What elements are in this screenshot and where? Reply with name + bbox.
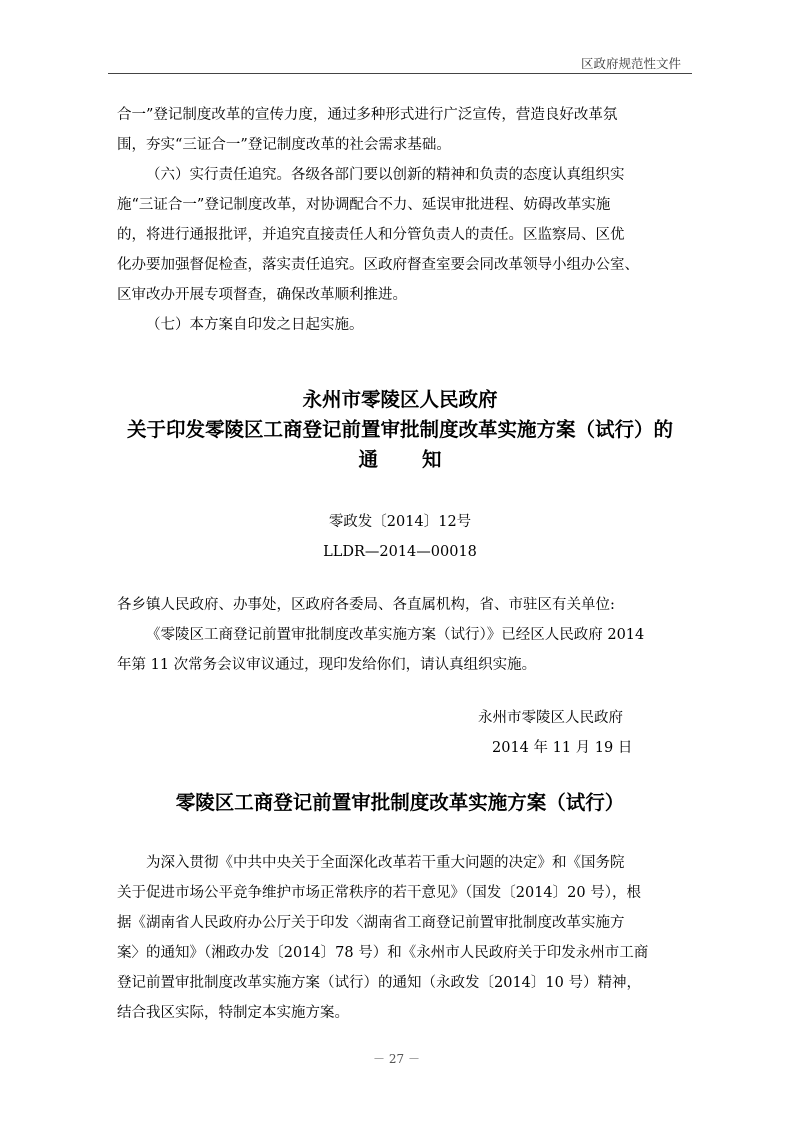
registration-code: LLDR—2014—00018 — [323, 544, 477, 560]
signature-block — [450, 703, 690, 763]
text-line: 区审改办开展专项督查，确保改革顺利推进。 — [117, 287, 407, 303]
text-line: 年第 11 次常务会议审议通过，现印发给你们，请认真组织实施。 — [117, 657, 537, 673]
notice-recipients — [117, 590, 687, 620]
notice-title-line: 永州市零陵区人民政府 — [302, 388, 498, 411]
text-line: 为深入贯彻《中共中央关于全面深化改革若干重大问题的决定》和《国务院 — [146, 855, 625, 871]
notice-title-line: 关于印发零陵区工商登记前置审批制度改革实施方案（试行）的 — [126, 418, 673, 441]
text-line: 围，夯实“三证合一”登记制度改革的社会需求基础。 — [117, 137, 451, 153]
text-line: 登记前置审批制度改革实施方案（试行）的通知（永政发〔2014〕10 号）精神， — [117, 975, 641, 991]
text-line: 各乡镇人民政府、办事处，区政府各委局、各直属机构，省、市驻区有关单位: — [117, 597, 615, 613]
signature-date: 2014 年 11 月 19 日 — [492, 740, 633, 756]
notice-title — [100, 385, 700, 475]
document-number: 零政发〔2014〕12号 — [328, 514, 472, 530]
running-header: 区政府规范性文件 — [580, 56, 681, 71]
text-line: 的，将进行通报批评，并追究直接责任人和分管负责人的责任。区监察局、区优 — [117, 227, 625, 243]
text-line: 关于促进市场公平竞争维护市场正常秩序的若干意见》（国发〔2014〕20 号），根 — [117, 885, 641, 901]
signature-org: 永州市零陵区人民政府 — [478, 710, 623, 726]
plan-intro-paragraph — [117, 848, 687, 1028]
page-number: － 27 － — [373, 1052, 420, 1066]
item-six-paragraph — [117, 160, 687, 310]
header-divider — [108, 73, 692, 74]
notice-body — [117, 620, 687, 680]
item-seven-paragraph — [117, 310, 687, 340]
text-line: （六）实行责任追究。各级各部门要以创新的精神和负责的态度认真组织实 — [146, 167, 625, 183]
text-line: 化办要加强督促检查，落实责任追究。区政府督查室要会同改革领导小组办公室、 — [117, 257, 639, 273]
text-line: 结合我区实际，特制定本实施方案。 — [117, 1005, 349, 1021]
notice-title-line: 通知 — [358, 448, 486, 471]
text-line: 合一”登记制度改革的宣传力度，通过多种形式进行广泛宣传，营造良好改革氛 — [117, 107, 618, 123]
text-line: 案〉的通知》（湘政办发〔2014〕78 号）和《永州市人民政府关于印发永州市工商 — [117, 945, 649, 961]
text-line: 据《湖南省人民政府办公厅关于印发〈湖南省工商登记前置审批制度改革实施方 — [117, 915, 625, 931]
text-line: （七）本方案自印发之日起实施。 — [146, 317, 364, 333]
text-line: 《零陵区工商登记前置审批制度改革实施方案（试行）》已经区人民政府 2014 — [146, 627, 645, 643]
continuation-paragraph — [117, 100, 687, 160]
text-line: 施“三证合一”登记制度改革，对协调配合不力、延误审批进程、妨碍改革实施 — [117, 197, 611, 213]
plan-title: 零陵区工商登记前置审批制度改革实施方案（试行） — [175, 791, 625, 814]
